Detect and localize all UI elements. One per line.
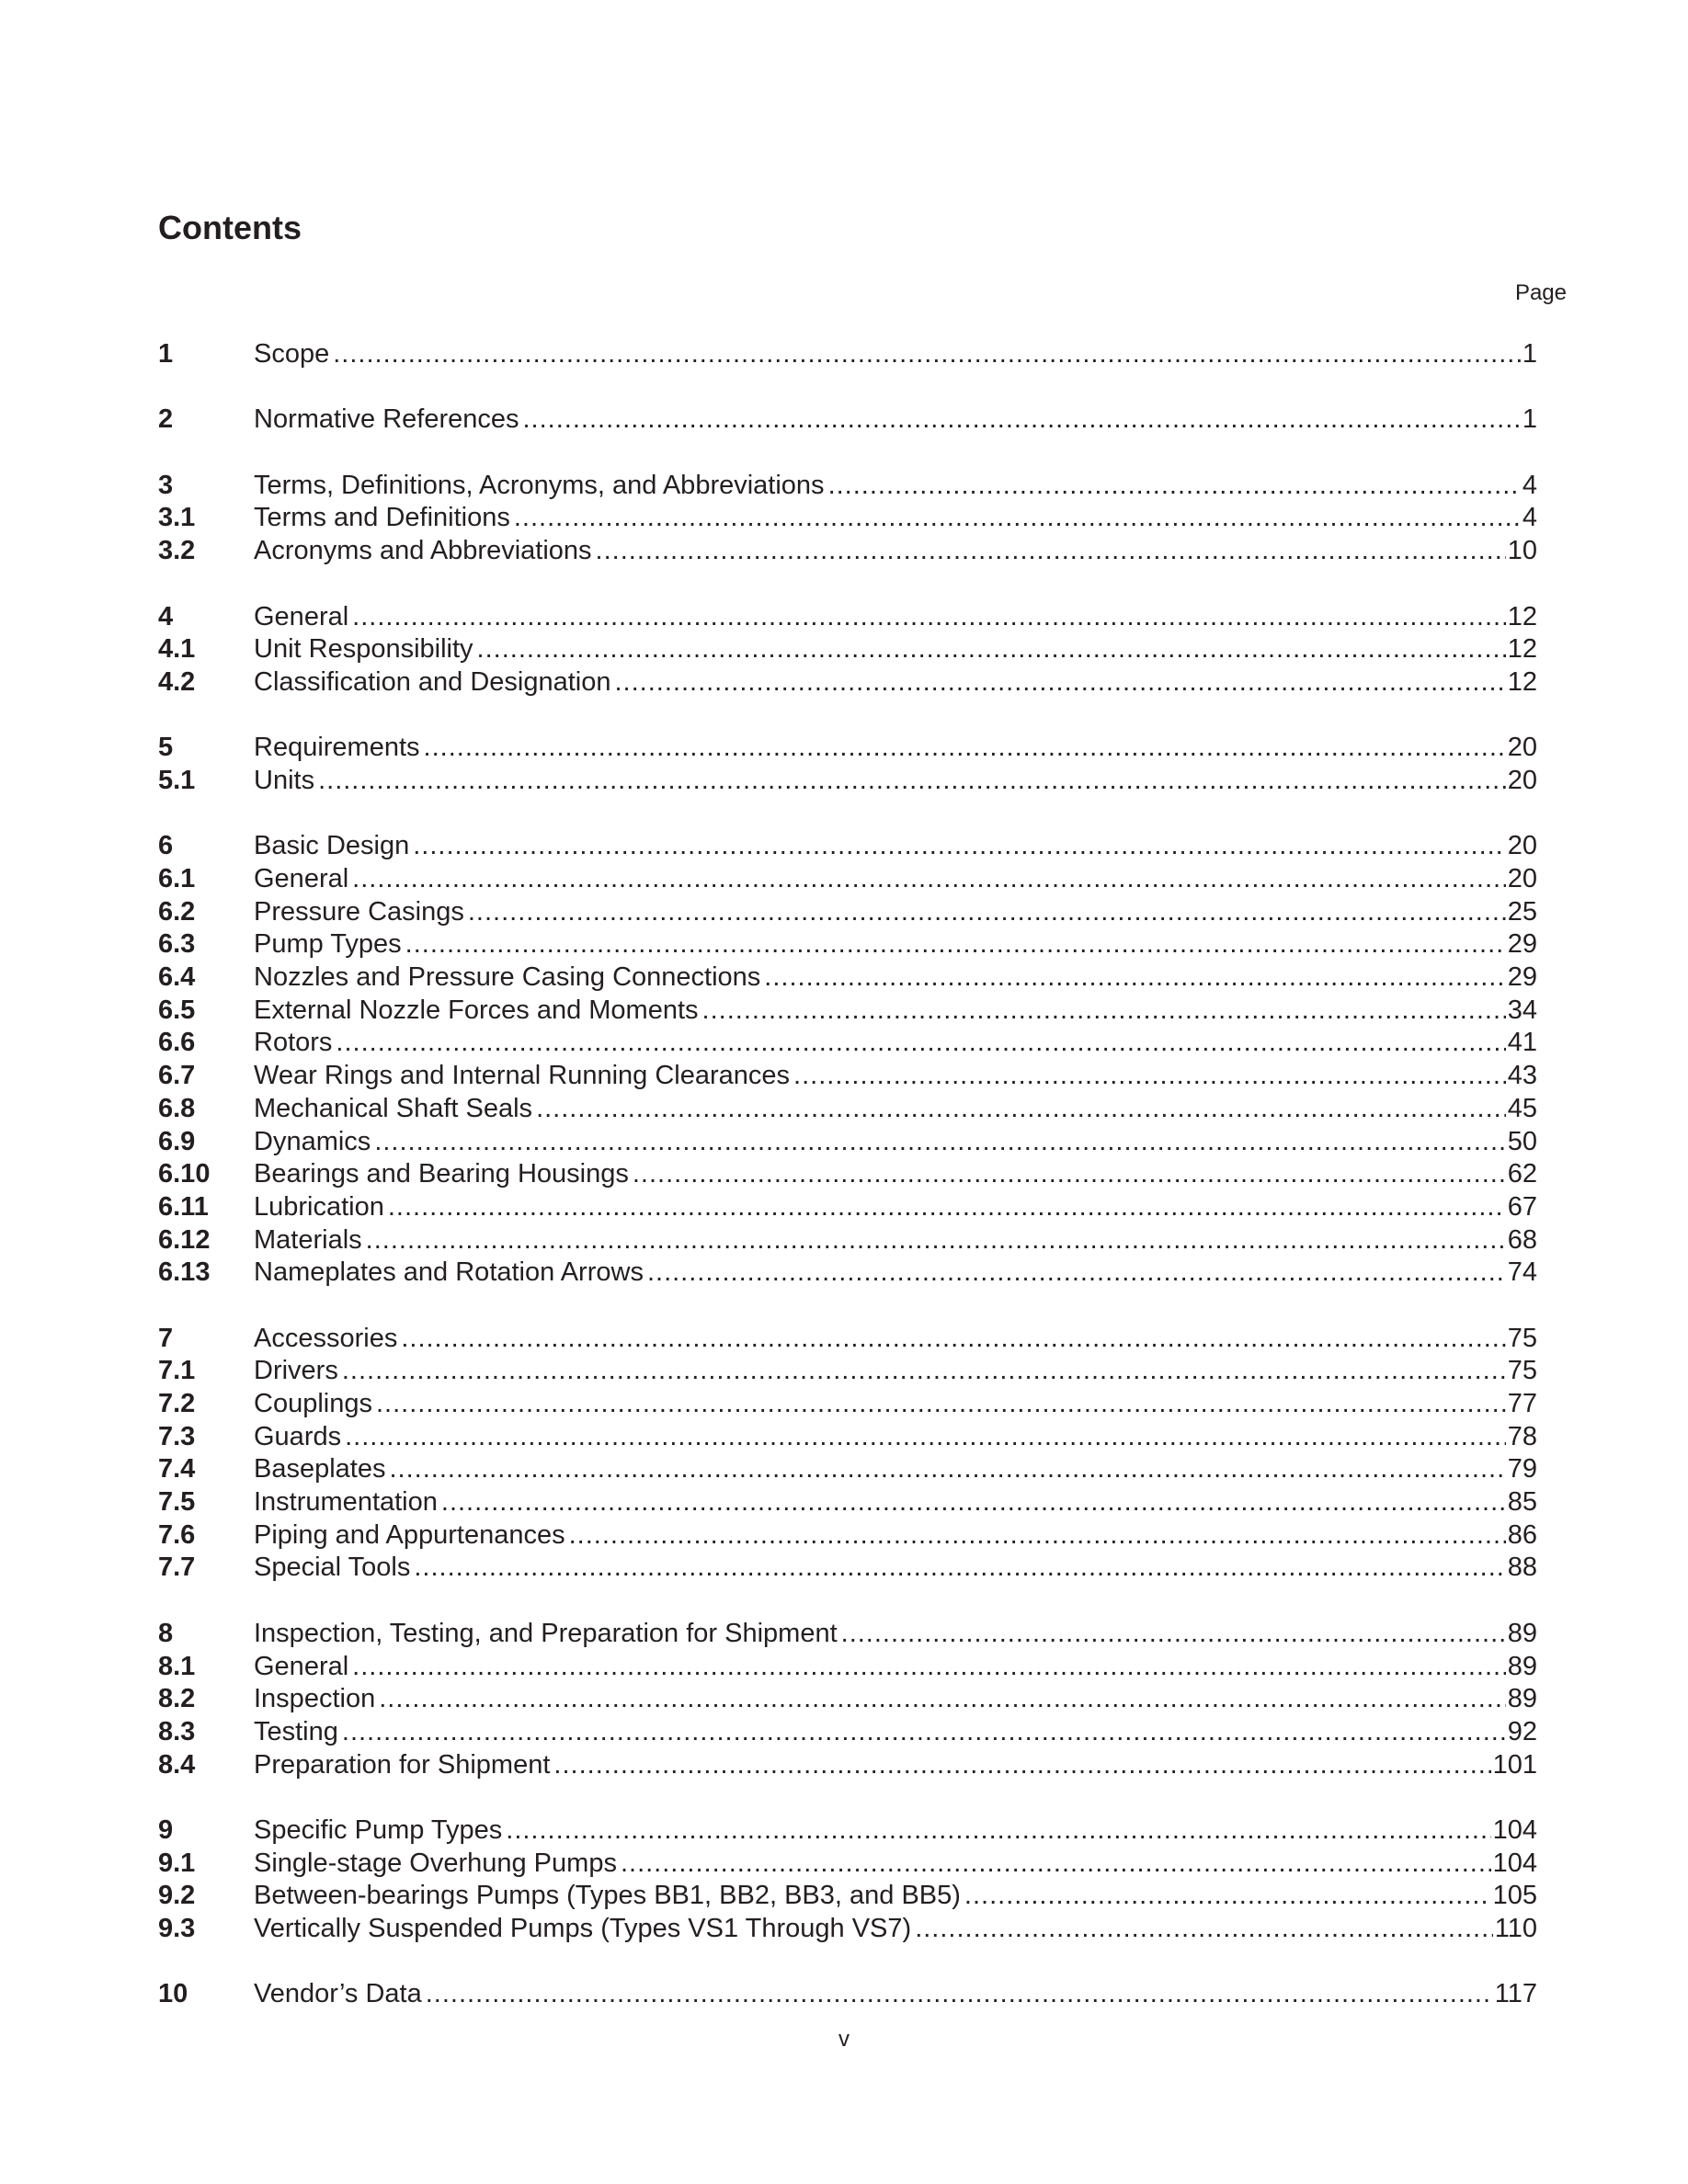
toc-entry[interactable] (158, 1027, 1537, 1060)
toc-entry-title: Special Tools (254, 1553, 411, 1583)
dot-leader (426, 1978, 1493, 2011)
toc-entry-page-number: 105 (1492, 1881, 1537, 1911)
toc-entry-page-number: 12 (1507, 634, 1537, 665)
toc-entry-line (254, 1683, 1537, 1716)
toc-entry-page-number: 20 (1507, 765, 1537, 795)
dot-leader (536, 1093, 1506, 1126)
toc-entry-line (254, 1355, 1537, 1388)
toc-entry-line (254, 1913, 1537, 1946)
toc-entry-number: 8.2 (158, 1684, 196, 1714)
toc-entry-page-number: 89 (1507, 1684, 1537, 1714)
toc-entry-number: 6.8 (158, 1093, 196, 1123)
toc-entry-title: Acronyms and Abbreviations (254, 536, 592, 566)
toc-entry[interactable] (158, 404, 1537, 437)
toc-entry-page-number: 41 (1507, 1028, 1537, 1058)
toc-entry-number: 6.13 (158, 1257, 211, 1288)
toc-entry-title: Guards (254, 1421, 342, 1451)
toc-entry[interactable] (158, 338, 1537, 371)
toc-entry-number: 8.3 (158, 1716, 196, 1746)
toc-section (158, 732, 1537, 797)
toc-entry-line (254, 1814, 1537, 1848)
toc-entry[interactable] (158, 1683, 1537, 1716)
toc-entry-number: 3 (158, 470, 174, 500)
toc-entry-number: 6.10 (158, 1159, 211, 1189)
page-folio: v (838, 2027, 850, 2052)
toc-entry-line (254, 502, 1537, 535)
toc-entry-number: 7 (158, 1323, 174, 1353)
dot-leader (333, 338, 1521, 371)
toc-entry-number: 7.3 (158, 1421, 196, 1451)
toc-entry-number: 7.6 (158, 1519, 196, 1550)
toc-entry-number: 5 (158, 733, 174, 763)
toc-entry-line (254, 470, 1537, 503)
dot-leader (336, 1027, 1505, 1060)
toc-entry-title: Dynamics (254, 1126, 371, 1156)
toc-entry-page-number: 89 (1507, 1651, 1537, 1681)
toc-entry-number: 7.7 (158, 1553, 196, 1583)
dot-leader (413, 830, 1505, 863)
toc-entry-number: 6.7 (158, 1061, 196, 1091)
dot-leader (702, 995, 1506, 1028)
toc-entry-page-number: 104 (1492, 1848, 1537, 1878)
toc-entry-title: Preparation for Shipment (254, 1749, 551, 1780)
toc-section (158, 601, 1537, 700)
toc-entry[interactable] (158, 830, 1537, 863)
toc-entry-line (254, 1388, 1537, 1421)
toc-entry-page-number: 110 (1494, 1914, 1537, 1943)
toc-entry-page-number: 62 (1507, 1159, 1537, 1189)
toc-entry-title: Classification and Designation (254, 666, 611, 697)
dot-leader (374, 1126, 1505, 1159)
toc-entry[interactable] (158, 1453, 1537, 1486)
toc-entry-title: General (254, 864, 349, 893)
toc-entry[interactable] (158, 633, 1537, 666)
toc-entry-number: 6.3 (158, 929, 196, 960)
toc-entry[interactable] (158, 1126, 1537, 1159)
toc-entry-number: 9.1 (158, 1848, 196, 1878)
toc-entry[interactable] (158, 1257, 1537, 1290)
toc-entry[interactable] (158, 1519, 1537, 1553)
toc-entry-line (254, 1618, 1537, 1651)
toc-entry[interactable] (158, 1093, 1537, 1126)
toc-entry-page-number: 45 (1507, 1093, 1537, 1123)
toc-entry[interactable] (158, 765, 1537, 798)
table-of-contents (158, 338, 1537, 2044)
dot-leader (352, 1651, 1506, 1684)
dot-leader (388, 1191, 1506, 1224)
toc-entry-page-number: 79 (1507, 1454, 1537, 1484)
toc-entry-number: 6.2 (158, 896, 196, 927)
dot-leader (915, 1913, 1493, 1946)
dot-leader (401, 1323, 1505, 1356)
toc-entry[interactable] (158, 1848, 1537, 1881)
toc-entry[interactable] (158, 896, 1537, 929)
toc-entry-page-number: 25 (1507, 896, 1537, 927)
toc-section (158, 404, 1537, 437)
dot-leader (514, 502, 1521, 535)
toc-entry-page-number: 101 (1492, 1749, 1537, 1780)
toc-entry-title: Inspection, Testing, and Preparation for Shipment (254, 1618, 838, 1648)
toc-entry-number: 6 (158, 831, 174, 861)
toc-entry-line (254, 732, 1537, 765)
toc-entry-page-number: 10 (1507, 536, 1537, 566)
toc-entry-page-number: 12 (1507, 601, 1537, 631)
toc-entry-line (254, 1027, 1537, 1060)
toc-entry-page-number: 1 (1522, 404, 1537, 435)
toc-entry-page-number: 104 (1492, 1814, 1537, 1845)
toc-entry-number: 1 (158, 339, 174, 369)
toc-entry-title: Basic Design (254, 831, 410, 861)
toc-entry-line (254, 928, 1537, 961)
toc-entry-page-number: 117 (1494, 1979, 1537, 2009)
toc-entry-page-number: 29 (1507, 962, 1537, 993)
toc-entry-number: 6.12 (158, 1224, 211, 1255)
toc-entry-number: 4 (158, 601, 174, 631)
toc-entry[interactable] (158, 995, 1537, 1028)
toc-entry[interactable] (158, 1486, 1537, 1519)
dot-leader (841, 1618, 1506, 1651)
toc-entry-title: Unit Responsibility (254, 634, 473, 665)
toc-entry[interactable] (158, 1224, 1537, 1257)
toc-entry-number: 6.6 (158, 1028, 196, 1058)
dot-leader (390, 1453, 1506, 1486)
dot-leader (468, 896, 1506, 929)
toc-entry-title: Testing (254, 1716, 338, 1746)
toc-entry-title: Mechanical Shaft Seals (254, 1093, 533, 1123)
dot-leader (828, 470, 1521, 503)
toc-entry-page-number: 89 (1507, 1618, 1537, 1648)
toc-entry-title: Units (254, 765, 315, 795)
toc-entry-line (254, 535, 1537, 568)
toc-entry-line (254, 1486, 1537, 1519)
toc-entry-page-number: 77 (1507, 1389, 1537, 1418)
toc-entry-title: Baseplates (254, 1454, 386, 1484)
dot-leader (553, 1749, 1490, 1782)
toc-entry-line (254, 1880, 1537, 1913)
toc-entry-line (254, 1716, 1537, 1749)
toc-entry-number: 8.1 (158, 1651, 196, 1681)
toc-entry-page-number: 67 (1507, 1191, 1537, 1222)
toc-entry[interactable] (158, 732, 1537, 765)
dot-leader (764, 961, 1505, 995)
toc-entry-number: 7.1 (158, 1356, 196, 1386)
toc-entry-title: Accessories (254, 1323, 398, 1353)
toc-entry-line (254, 1060, 1537, 1093)
toc-entry[interactable] (158, 1552, 1537, 1585)
toc-entry-line (254, 1651, 1537, 1684)
toc-entry-line (254, 1191, 1537, 1224)
toc-section (158, 1978, 1537, 2011)
dot-leader (366, 1224, 1506, 1257)
toc-entry-title: Vendor’s Data (254, 1979, 422, 2009)
toc-entry-number: 7.5 (158, 1487, 196, 1518)
dot-leader (405, 928, 1506, 961)
toc-entry-page-number: 74 (1507, 1257, 1537, 1288)
dot-leader (964, 1880, 1491, 1913)
dot-leader (621, 1848, 1491, 1881)
toc-entry-page-number: 78 (1507, 1421, 1537, 1451)
toc-entry-page-number: 1 (1522, 339, 1537, 369)
toc-entry-title: Materials (254, 1224, 362, 1255)
toc-entry-number: 3.2 (158, 536, 196, 566)
toc-entry-title: Vertically Suspended Pumps (Types VS1 Through VS7) (254, 1914, 912, 1943)
toc-entry-line (254, 1552, 1537, 1585)
dot-leader (596, 535, 1506, 568)
toc-entry-title: Requirements (254, 733, 420, 763)
toc-entry-page-number: 92 (1507, 1716, 1537, 1746)
toc-entry[interactable] (158, 1323, 1537, 1356)
dot-leader (345, 1421, 1506, 1454)
toc-entry-line (254, 666, 1537, 700)
toc-entry-title: Terms, Definitions, Acronyms, and Abbreviations (254, 470, 825, 500)
toc-entry-page-number: 50 (1507, 1126, 1537, 1156)
toc-section (158, 830, 1537, 1290)
toc-entry-line (254, 404, 1537, 437)
toc-entry[interactable] (158, 666, 1537, 700)
toc-entry-page-number: 88 (1507, 1553, 1537, 1583)
toc-entry[interactable] (158, 1651, 1537, 1684)
toc-entry-page-number: 34 (1507, 995, 1537, 1025)
toc-entry-number: 6.5 (158, 995, 196, 1025)
toc-entry-line (254, 961, 1537, 995)
toc-entry-title: Rotors (254, 1028, 333, 1058)
toc-entry-title: Pressure Casings (254, 896, 464, 927)
toc-entry-line (254, 601, 1537, 634)
toc-entry[interactable] (158, 1388, 1537, 1421)
toc-entry-title: Wear Rings and Internal Running Clearances (254, 1061, 791, 1091)
toc-entry-line (254, 1126, 1537, 1159)
toc-entry-page-number: 4 (1522, 470, 1537, 500)
toc-entry-number: 4.1 (158, 634, 196, 665)
toc-entry-line (254, 863, 1537, 896)
toc-entry-line (254, 1323, 1537, 1356)
toc-entry-page-number: 20 (1507, 864, 1537, 893)
toc-entry[interactable] (158, 1158, 1537, 1191)
toc-entry-title: General (254, 1651, 349, 1681)
dot-leader (342, 1355, 1506, 1388)
toc-entry-page-number: 12 (1507, 666, 1537, 697)
toc-entry[interactable] (158, 863, 1537, 896)
toc-entry-page-number: 75 (1507, 1356, 1537, 1386)
page-title: Contents (158, 209, 302, 246)
toc-entry-line (254, 338, 1537, 371)
toc-entry-line (254, 1453, 1537, 1486)
toc-entry-title: Inspection (254, 1684, 376, 1714)
toc-entry[interactable] (158, 1618, 1537, 1651)
toc-entry-number: 10 (158, 1979, 188, 2009)
dot-leader (633, 1158, 1506, 1191)
toc-entry[interactable] (158, 1880, 1537, 1913)
toc-entry-number: 8.4 (158, 1749, 196, 1780)
toc-entry[interactable] (158, 535, 1537, 568)
toc-entry-title: Nameplates and Rotation Arrows (254, 1257, 644, 1288)
dot-leader (569, 1519, 1506, 1553)
toc-entry-line (254, 830, 1537, 863)
toc-entry-title: Pump Types (254, 929, 402, 960)
toc-entry-line (254, 1093, 1537, 1126)
toc-entry-line (254, 1257, 1537, 1290)
toc-entry[interactable] (158, 1716, 1537, 1749)
toc-entry-line (254, 1224, 1537, 1257)
toc-entry-number: 7.4 (158, 1454, 196, 1484)
dot-leader (647, 1257, 1506, 1290)
toc-section (158, 470, 1537, 568)
toc-entry-line (254, 765, 1537, 798)
toc-entry-title: External Nozzle Forces and Moments (254, 995, 699, 1025)
toc-entry-page-number: 68 (1507, 1224, 1537, 1255)
dot-leader (379, 1683, 1506, 1716)
dot-leader (376, 1388, 1506, 1421)
toc-entry[interactable] (158, 1814, 1537, 1848)
toc-entry-line (254, 896, 1537, 929)
toc-entry[interactable] (158, 470, 1537, 503)
toc-entry-number: 9 (158, 1814, 174, 1845)
toc-entry-title: Normative References (254, 404, 519, 435)
toc-entry-number: 2 (158, 404, 174, 435)
toc-section (158, 338, 1537, 371)
toc-entry[interactable] (158, 601, 1537, 634)
toc-entry-title: Specific Pump Types (254, 1814, 503, 1845)
dot-leader (506, 1814, 1490, 1848)
toc-entry-number: 6.1 (158, 864, 196, 893)
toc-entry-title: Single-stage Overhung Pumps (254, 1848, 617, 1878)
toc-entry-title: Between-bearings Pumps (Types BB1, BB2, BB3, and BB5) (254, 1881, 961, 1911)
toc-entry-title: General (254, 601, 349, 631)
toc-entry-number: 6.9 (158, 1126, 196, 1156)
toc-entry-page-number: 29 (1507, 929, 1537, 960)
toc-section (158, 1814, 1537, 1946)
dot-leader (615, 666, 1506, 700)
toc-entry[interactable] (158, 1355, 1537, 1388)
toc-entry-line (254, 1848, 1537, 1881)
toc-entry-title: Scope (254, 339, 330, 369)
page-column-label: Page (1514, 280, 1567, 305)
toc-entry-title: Drivers (254, 1356, 338, 1386)
toc-entry-title: Piping and Appurtenances (254, 1519, 565, 1550)
toc-entry[interactable] (158, 1749, 1537, 1782)
toc-entry-line (254, 1749, 1537, 1782)
dot-leader (342, 1716, 1506, 1749)
toc-entry[interactable] (158, 1060, 1537, 1093)
dot-leader (352, 601, 1506, 634)
dot-leader (414, 1552, 1505, 1585)
toc-entry-line (254, 1158, 1537, 1191)
toc-entry[interactable] (158, 502, 1537, 535)
toc-entry-page-number: 20 (1507, 831, 1537, 861)
toc-entry[interactable] (158, 961, 1537, 995)
toc-entry-line (254, 633, 1537, 666)
toc-entry-number: 9.3 (158, 1914, 196, 1943)
toc-entry-line (254, 1421, 1537, 1454)
toc-entry-page-number: 85 (1507, 1487, 1537, 1518)
toc-entry[interactable] (158, 1913, 1537, 1946)
toc-entry-title: Couplings (254, 1389, 372, 1418)
toc-entry-title: Instrumentation (254, 1487, 438, 1518)
toc-entry-number: 3.1 (158, 503, 196, 533)
toc-entry[interactable] (158, 928, 1537, 961)
toc-entry-number: 6.11 (158, 1191, 209, 1222)
toc-entry-number: 9.2 (158, 1881, 196, 1911)
toc-entry-page-number: 86 (1507, 1519, 1537, 1550)
toc-entry-line (254, 995, 1537, 1028)
toc-entry-page-number: 20 (1507, 733, 1537, 763)
toc-entry-line (254, 1519, 1537, 1553)
dot-leader (424, 732, 1506, 765)
dot-leader (793, 1060, 1506, 1093)
toc-entry-number: 4.2 (158, 666, 196, 697)
toc-section (158, 1618, 1537, 1781)
dot-leader (477, 633, 1506, 666)
toc-entry-title: Nozzles and Pressure Casing Connections (254, 962, 761, 993)
dot-leader (523, 404, 1521, 437)
toc-entry-number: 7.2 (158, 1389, 196, 1418)
toc-entry-title: Lubrication (254, 1191, 384, 1222)
dot-leader (318, 765, 1506, 798)
toc-entry-number: 6.4 (158, 962, 196, 993)
toc-entry[interactable] (158, 1978, 1537, 2011)
dot-leader (441, 1486, 1506, 1519)
toc-entry-number: 5.1 (158, 765, 196, 795)
toc-entry-line (254, 1978, 1537, 2011)
toc-entry-page-number: 43 (1507, 1061, 1537, 1091)
toc-entry[interactable] (158, 1421, 1537, 1454)
toc-section (158, 1323, 1537, 1586)
toc-entry-number: 8 (158, 1618, 174, 1648)
toc-entry-page-number: 4 (1522, 503, 1537, 533)
toc-entry-title: Terms and Definitions (254, 503, 510, 533)
dot-leader (352, 863, 1506, 896)
toc-entry[interactable] (158, 1191, 1537, 1224)
toc-entry-page-number: 75 (1507, 1323, 1537, 1353)
toc-entry-title: Bearings and Bearing Housings (254, 1159, 629, 1189)
